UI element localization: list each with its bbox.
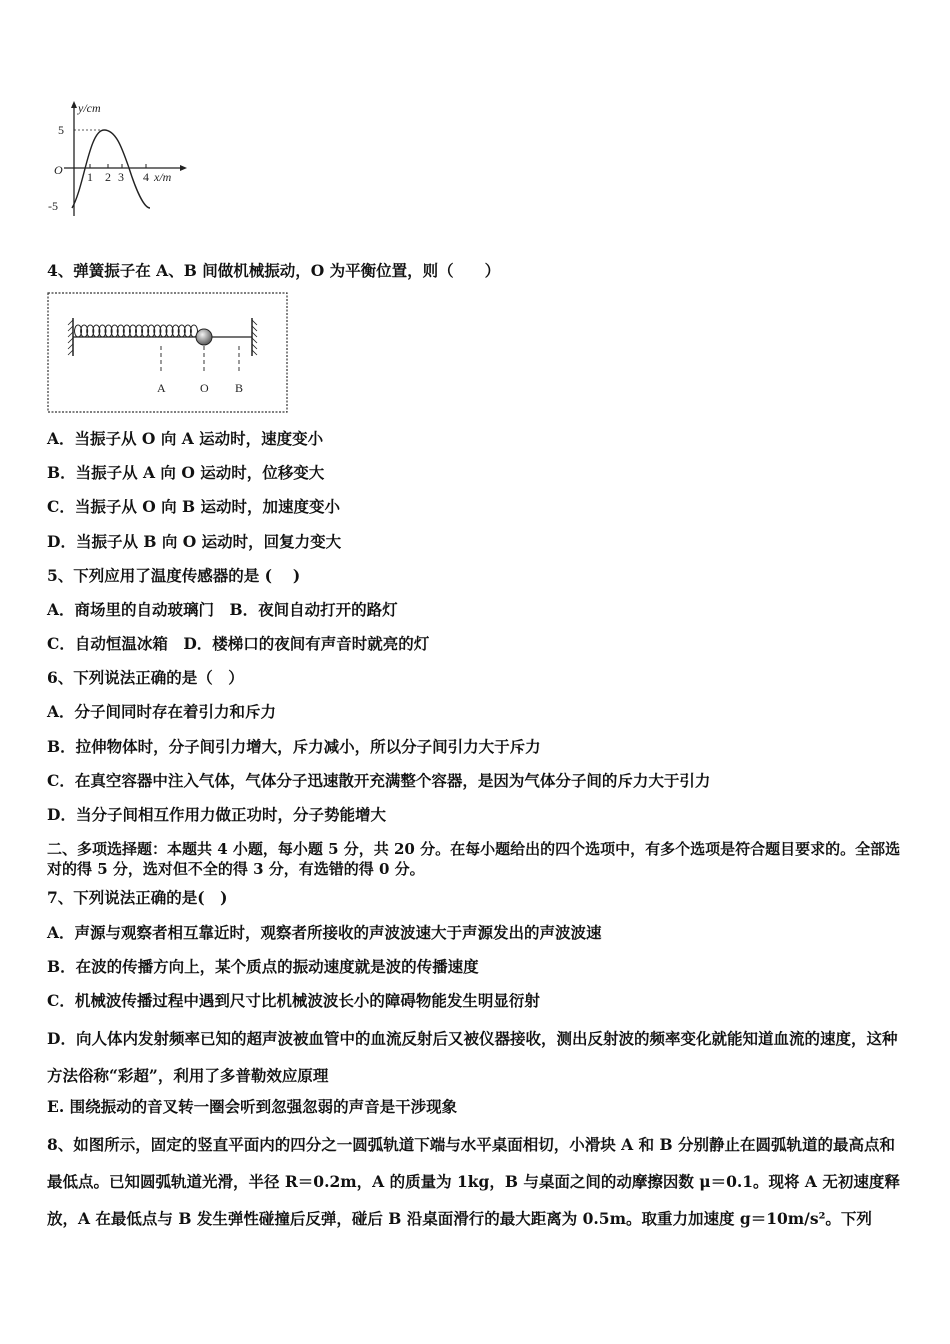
label-a: A xyxy=(157,381,166,395)
y-axis-label: y/cm xyxy=(78,101,101,115)
x-axis-arrow xyxy=(180,165,187,171)
q4-option-a: A．当振子从 O 向 A 运动时，速度变小 xyxy=(47,429,324,448)
q6-option-d: D．当分子间相互作用力做正功时，分子势能增大 xyxy=(47,805,386,824)
q4-stem: 4、弹簧振子在 A、B 间做机械振动，O 为平衡位置，则（ ） xyxy=(47,261,501,280)
x-axis-label: x/m xyxy=(154,170,172,184)
q5-stem: 5、下列应用了温度传感器的是 ( ) xyxy=(47,566,301,585)
origin-label: O xyxy=(54,163,63,177)
x-tick-label: 4 xyxy=(143,170,149,184)
q7-option-d: D．向人体内发射频率已知的超声波被血管中的血流反射后又被仪器接收，测出反射波的频率变化就能知道血流的速度，这种方法俗称“彩超”，利用了多普勒效应原理 xyxy=(47,1029,898,1085)
q7-option-c: C．机械波传播过程中遇到尺寸比机械波波长小的障碍物能发生明显衍射 xyxy=(47,991,540,1010)
spring-coil xyxy=(73,325,197,337)
x-tick-label: 2 xyxy=(105,170,111,184)
q6-option-b: B．拉伸物体时，分子间引力增大，斥力减小，所以分子间引力大于斥力 xyxy=(47,737,541,756)
oscillator-ball xyxy=(196,329,212,345)
q7-option-a: A．声源与观察者相互靠近时，观察者所接收的声波波速大于声源发出的声波波速 xyxy=(47,923,602,942)
q5-options-cd: C．自动恒温冰箱 D．楼梯口的夜间有声音时就亮的灯 xyxy=(47,634,430,653)
y-axis-arrow xyxy=(71,101,77,108)
figure-frame xyxy=(48,293,287,412)
y-tick-positive: 5 xyxy=(58,123,64,137)
q6-stem: 6、下列说法正确的是（ ） xyxy=(47,668,244,687)
section-2-heading: 二、多项选择题：本题共 4 小题，每小题 5 分，共 20 分。在每小题给出的四个选项中，有多个选项是符合题目要求的。全部选对的得 5 分，选对但不全的得 3 分，有选错的得 0 分。 xyxy=(47,840,901,878)
q7-option-b: B．在波的传播方向上，某个质点的振动速度就是波的传播速度 xyxy=(47,957,479,976)
y-tick-negative: -5 xyxy=(48,199,58,213)
q6-option-a: A．分子间同时存在着引力和斥力 xyxy=(47,702,277,721)
q7-option-e: E. 围绕振动的音叉转一圈会听到忽强忽弱的声音是干涉现象 xyxy=(47,1097,458,1116)
q4-option-c: C．当振子从 O 向 B 运动时，加速度变小 xyxy=(47,497,341,516)
label-b: B xyxy=(235,381,244,395)
wave-curve xyxy=(72,130,150,208)
label-o: O xyxy=(200,381,209,395)
q8-text: 8、如图所示，固定的竖直平面内的四分之一圆弧轨道下端与水平桌面相切，小滑块 A 和 B 分别静止在圆弧轨道的最高点和最低点。已知圆弧轨道光滑，半径 R＝0.2m，A 的质量为 1kg，B 与桌面之间的动摩擦因数 μ＝0.1。现将 A 无初速度释放，A 在最低点与 B 发生弹性碰撞后反弹，碰后 B 沿桌面滑行的最大距离为 0.5m。取重力加速度 g＝10m/s²。下列 xyxy=(47,1135,900,1228)
q4-option-b: B．当振子从 A 向 O 运动时，位移变大 xyxy=(47,463,325,482)
spring-oscillator-figure xyxy=(47,292,289,414)
q5-options-ab: A．商场里的自动玻璃门 B．夜间自动打开的路灯 xyxy=(47,600,398,619)
q6-option-c: C．在真空容器中注入气体，气体分子迅速散开充满整个容器，是因为气体分子间的斥力大于引力 xyxy=(47,771,711,790)
x-tick-label: 1 xyxy=(87,170,93,184)
q4-option-d: D．当振子从 B 向 O 运动时，回复力变大 xyxy=(47,532,342,551)
x-tick-label: 3 xyxy=(118,170,124,184)
q7-stem: 7、下列说法正确的是( ) xyxy=(47,888,228,907)
wave-graph xyxy=(44,98,189,218)
